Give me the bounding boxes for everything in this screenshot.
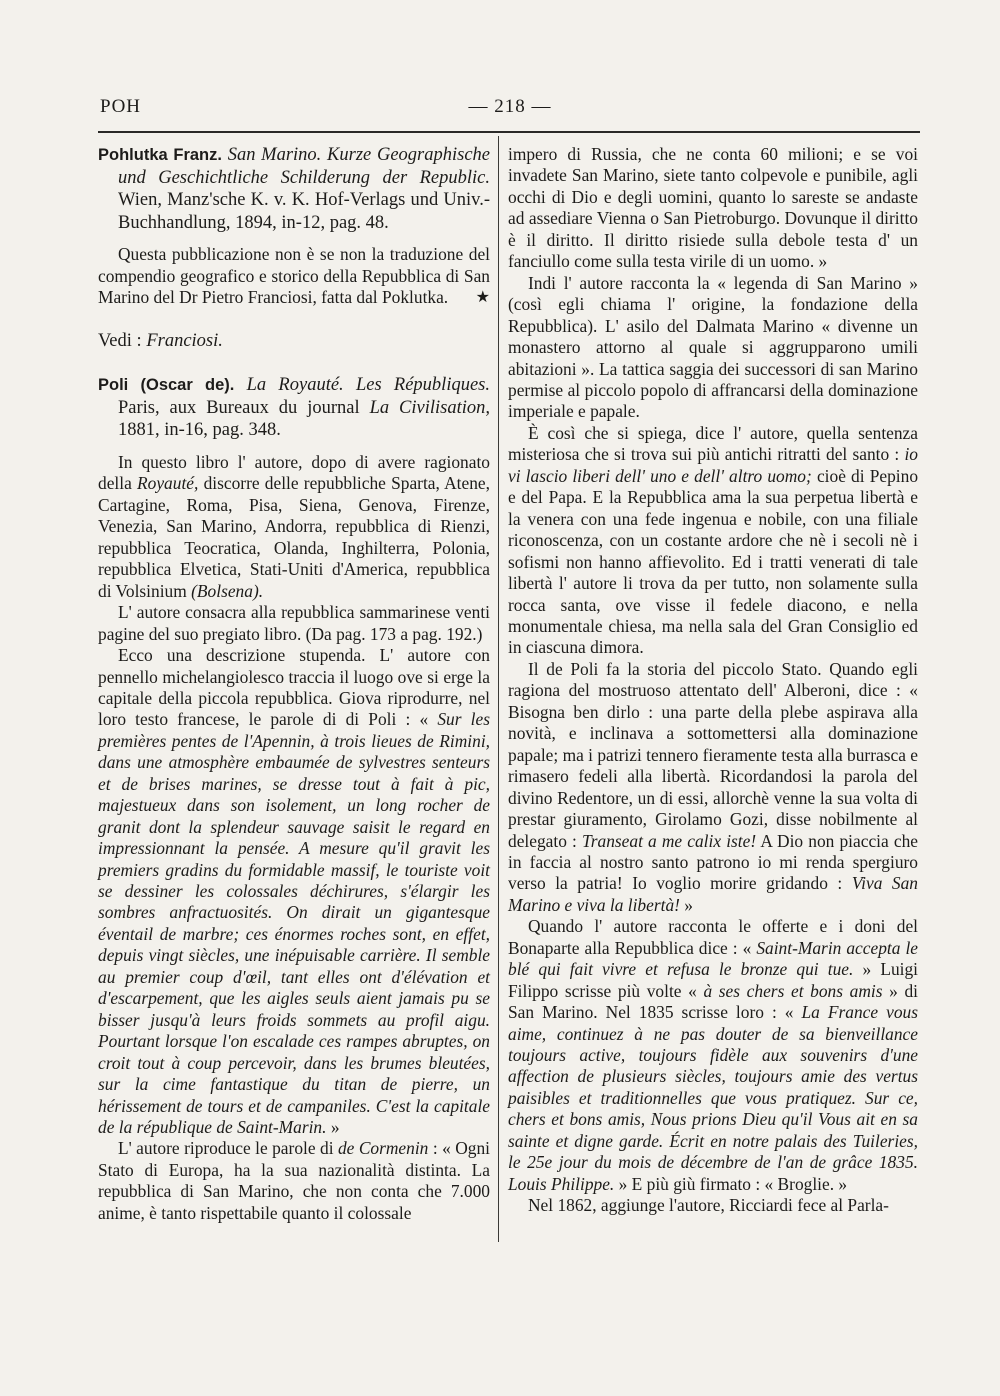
entry-journal: La Civilisation, bbox=[369, 397, 490, 418]
right-column bbox=[508, 144, 918, 1217]
bibliography-entry-pohlutka bbox=[98, 144, 490, 234]
paragraph-italic: io vi lascio liberi dell' uno e dell' altro uomo; bbox=[508, 444, 918, 486]
paragraph-quote bbox=[98, 645, 490, 1138]
paragraph: Indi l' autore racconta la « legenda di San Marino » (così egli chiama l' origine, la fondazione della Repubblica). L' asilo del Dalmata Marino « divenne un monastero attorno al quale si aggrupparono umili abitazioni ». La tattica saggia dei successori di san Marino permise al piccolo popolo di affrancarsi della dominazione imperiale e papale. bbox=[508, 272, 918, 422]
paragraph-italic: Viva San Marino e viva la libertà! bbox=[508, 873, 919, 915]
paragraph-text: Il de Poli fa la storia del piccolo Stato. Quando egli ragiona del mostruoso attentato dell' Alberoni, dice : « Bisogna ben dirlo : una parte della plebe aspirava alla novità, e inclinava a sottomettersi alla dominazione papale; ma i patrizi tennero fieramente testa alla burrasca e rimasero fedeli alla libertà. Ricordandosi la parola del divino Redentore, un di essi, allorchè venne la sua volta di prestar giuramento, Girolamo Gozi, disse nobilmente al delegato : bbox=[508, 658, 918, 851]
paragraph-text: Quando l' autore racconta le offerte e i doni del Bonaparte alla Repubblica dice : « bbox=[508, 916, 918, 958]
paragraph: impero di Russia, che ne conta 60 milioni; e se voi invadete San Marino, siete tanto colpevole e punibile, agli occhi di Dio e degli uomini, quanto lo sareste se andaste ad assediare Vienna o San Pietroburgo. Dovunque il diritto è il diritto. Il diritto risiede sulla debole testa d' un fanciullo come sulla testa virile di un uomo. » bbox=[508, 144, 918, 272]
paragraph-italic: Saint-Marin accepta le blé qui fait vivre et refusa le bronze qui tue. bbox=[508, 937, 918, 980]
entry-author: Pohlutka Franz. bbox=[98, 146, 222, 164]
paragraph-text: cioè di Pepino e del Papa. E la Repubblica ama la sua perpetua libertà e la venera con una fede ingenua e nobile, con una filiale riconoscenza, con un costante ardore che nè i secoli nè i sofismi non hanno affievolito. Ed i tratti venerati di tale libertà l' autore li trova da per tutto, non solamente sulla rocca santa, ove visse il fedele diacono, e nella monumentale chiesa, ma nella sala del Gran Consiglio ed in ciascuna dimora. bbox=[508, 465, 919, 658]
paragraph-italic: Royauté, bbox=[137, 473, 199, 494]
entry-author: Poli (Oscar de). bbox=[98, 376, 235, 395]
left-column bbox=[98, 144, 490, 1224]
running-head-section: POH bbox=[100, 96, 142, 117]
header-rule bbox=[98, 131, 920, 133]
paragraph bbox=[508, 916, 918, 1195]
entry-title: La Royauté. Les Républiques. bbox=[246, 375, 490, 396]
paragraph-italic: Transeat a me calix iste! bbox=[582, 830, 757, 851]
french-quote: Sur les premières pentes de l'Apennin, à trois lieues de Rimini, dans une atmosphère embaumée de sylvestres senteurs et de brises marines, se dresse tout à fait à pic, majestueux dans son isolement, un long rocher de granit dont la splendeur sauvage saisit le regard en impressionnant la pensée. A mesure qu'il gravit les premiers gradins du formidable massif, le touriste voit se dessiner les colossales déchirures, s'élargir les sombres anfractuosités. On dirait un gigantesque éventail de marbre; ces énormes roches sont, en effet, depuis vingt siècles, une inépuisable carrière. Il semble au premier coup d'œil, tant elles ont d'élévation et d'escarpement, que les aigles seuls aient jamais pu se bisser jusqu'à leurs froids sommets au profil aigu. Pourtant lorsque l'on escalade ces rampes abruptes, on croit tout à coup percevoir, dans les brumes bleutées, sur la cime fantastique du titan de pierre, un hérissement de tours et de campaniles. C'est la capitale de la république de Saint-Marin. bbox=[98, 709, 490, 1138]
entry-title: San Marino. Kurze Geographische und Geschichtliche Schilderung der Republic. bbox=[118, 145, 491, 188]
paragraph-text: discorre delle repubbliche Sparta, Atene, Cartagine, Roma, Pisa, Siena, Genova, Firenze, Venezia, San Marino, Andorra, repubblica di Rienzi, repubblica Teocratica, Olanda, Inghilterra, Polonia, repubblica Elvetica, Stati-Uniti d'America, repubblica di Volsinium bbox=[98, 473, 490, 601]
french-letter-quote: La France vous aime, continuez à ne pas douter de sa bienveillance toujours active, toujours fidèle aux souvenirs d'une affection de plusieurs siècles, toujours amie des vertus paisibles et traditionnelles que vous pratiquez. Sur ce, chers et bons amis, Nous prions Dieu qu'il Vous ait en sa sainte et digne garde. Écrit en notre palais des Tuileries, le 25e jour du mois de décembre de l'an de grâce 1835. Louis Philippe. bbox=[508, 1002, 918, 1194]
see-also-ref: Franciosi. bbox=[146, 330, 223, 351]
paragraph bbox=[98, 1138, 490, 1224]
star-mark: ★ bbox=[475, 289, 490, 307]
column-divider bbox=[498, 136, 499, 1242]
paragraph bbox=[98, 452, 490, 602]
paragraph-text: A Dio non piaccia che in faccia al nostro santo patrono io mi renda spergiuro verso la patria! Io voglio morire gridando : bbox=[508, 830, 918, 894]
entry-note-text: Questa pubblicazione non è se non la traduzione del compendio geografico e storico della Repubblica di San Marino del Dr Pietro Franciosi, fatta dal Poklutka. bbox=[98, 244, 490, 308]
page-number: — 218 — bbox=[468, 96, 552, 117]
paragraph-italic: (Bolsena). bbox=[191, 580, 264, 601]
paragraph bbox=[508, 423, 918, 659]
entry-publication-details: 1881, in-16, pag. 348. bbox=[118, 420, 281, 441]
paragraph-italic: à ses chers et bons amis bbox=[703, 980, 883, 1001]
paragraph-text: » di San Marino. Nel 1835 scrisse loro : « bbox=[508, 980, 918, 1023]
entry-publication: Wien, Manz'sche K. v. K. Hof-Verlags und Univ.-Buchhandlung, 1894, in-12, pag. 48. bbox=[118, 190, 490, 233]
paragraph bbox=[508, 659, 918, 916]
paragraph-italic: de Cormenin bbox=[337, 1138, 429, 1159]
paragraph: Nel 1862, aggiunge l'autore, Ricciardi fece al Parla- bbox=[528, 1195, 889, 1216]
paragraph-text: : « Ogni Stato di Europa, ha la sua nazionalità distinta. La repubblica di San Marino, che non conta che 7.000 anime, è tanto rispettabile quanto il colossale bbox=[98, 1138, 490, 1223]
bibliography-entry-poli bbox=[98, 374, 490, 442]
paragraph-text: » E più giù firmato : « Broglie. » bbox=[618, 1173, 848, 1194]
entry-publication: Paris, aux Bureaux du journal bbox=[118, 397, 360, 418]
running-head bbox=[100, 96, 920, 126]
paragraph-text: » bbox=[684, 894, 693, 915]
entry-note bbox=[98, 244, 490, 308]
paragraph-text: Ecco una descrizione stupenda. L' autore con pennello michelangiolesco traccia il luogo ove si erge la capitale della piccola repubblica. Giova riprodurre, nel loro testo francese, le parole di di Poli : « bbox=[98, 645, 490, 730]
paragraph-text: In questo libro l' autore, dopo di avere ragionato della bbox=[98, 451, 490, 494]
paragraph-text: » bbox=[330, 1117, 340, 1138]
paragraph-text: » Luigi Filippo scrisse più volte « bbox=[508, 959, 918, 1001]
see-also bbox=[98, 331, 490, 352]
paragraph: L' autore consacra alla repubblica sammarinese venti pagine del suo pregiato libro. (Da pag. 173 a pag. 192.) bbox=[98, 602, 490, 644]
paragraph-text: È così che si spiega, dice l' autore, quella sentenza misteriosa che si trova sui più antichi ritratti del santo : bbox=[508, 422, 918, 465]
see-also-label: Vedi : bbox=[98, 330, 142, 351]
paragraph-text: L' autore riproduce le parole di bbox=[118, 1138, 334, 1159]
